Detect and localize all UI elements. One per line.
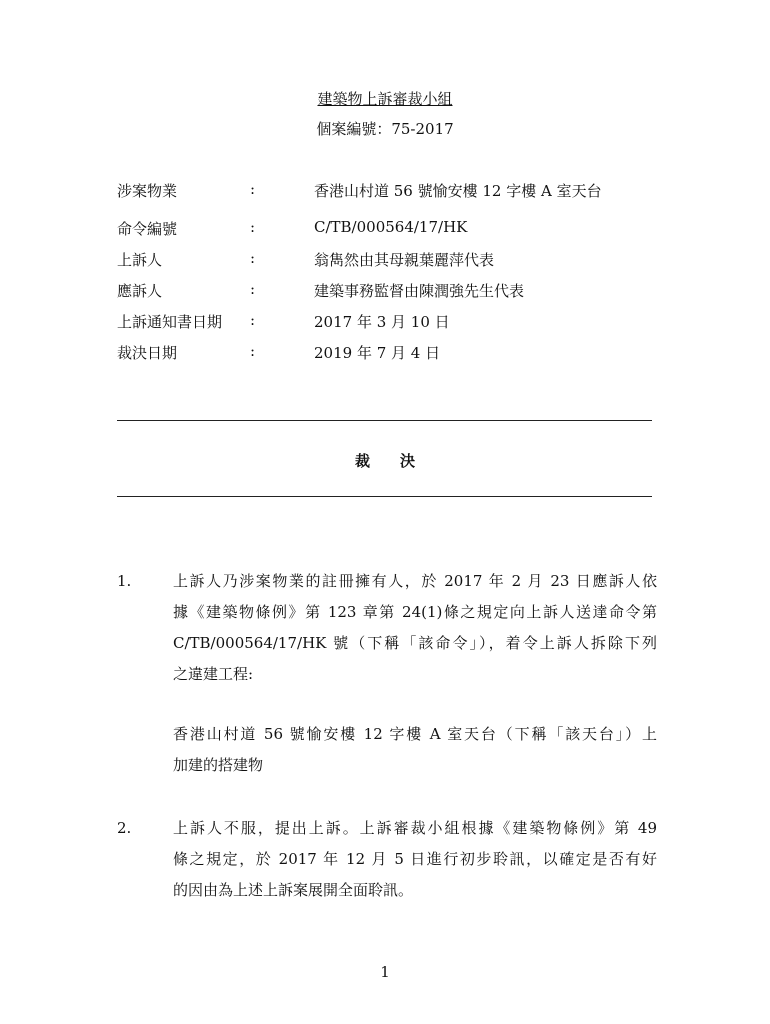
detail-label: 上訴通知書日期: [117, 313, 223, 331]
detail-value: 2019 年 7 月 4 日: [314, 344, 441, 362]
paragraph-line: 的因由為上述上訴案展開全面聆訊。: [173, 881, 414, 899]
detail-label: 上訴人: [117, 251, 163, 269]
detail-label: 命令編號: [117, 220, 178, 238]
detail-colon: :: [250, 180, 256, 198]
decision-heading: 裁決: [354, 452, 445, 470]
detail-colon: :: [250, 342, 256, 360]
paragraph-line: 條之規定，於 2017 年 12 月 5 日進行初步聆訊，以確定是否有好: [173, 850, 657, 868]
detail-label: 裁決日期: [117, 344, 178, 362]
paragraph-line: 上訴人不服，提出上訴。上訴審裁小組根據《建築物條例》第 49: [173, 819, 657, 837]
detail-label: 涉案物業: [117, 182, 178, 200]
detail-colon: :: [250, 218, 256, 236]
paragraph-number: 1.: [117, 572, 132, 590]
paragraph-line: C/TB/000564/17/HK 號（下稱「該命令」），着令上訴人拆除下列: [173, 634, 657, 652]
case-number: 個案編號：75-2017: [316, 120, 454, 138]
divider-bottom: [117, 496, 652, 497]
detail-value: 翁雋然由其母親葉麗萍代表: [314, 251, 495, 269]
paragraph-body: [173, 566, 657, 690]
detail-value: C/TB/000564/17/HK: [314, 218, 468, 236]
detail-colon: :: [250, 311, 256, 329]
detail-value: 香港山村道 56 號愉安樓 12 字樓 A 室天台: [314, 182, 602, 200]
paragraph-body: [173, 813, 657, 906]
paragraph-line: 據《建築物條例》第 123 章第 24(1)條之規定向上訴人送達命令第: [173, 603, 657, 621]
detail-colon: :: [250, 280, 256, 298]
detail-value: 2017 年 3 月 10 日: [314, 313, 450, 331]
detail-value: 建築事務監督由陳潤強先生代表: [314, 282, 525, 300]
detail-label: 應訴人: [117, 282, 163, 300]
tribunal-title-text: 建築物上訴審裁小組: [317, 90, 453, 108]
paragraph-line: 之違建工程:: [173, 665, 254, 683]
tribunal-title: [0, 88, 770, 109]
paragraph-1-quote: [173, 719, 657, 781]
quote-line: 加建的搭建物: [173, 756, 264, 774]
page-number: 1: [380, 963, 390, 981]
divider-top: [117, 420, 652, 421]
quote-line: 香港山村道 56 號愉安樓 12 字樓 A 室天台（下稱「該天台」）上: [173, 725, 657, 743]
paragraph-number: 2.: [117, 819, 132, 837]
paragraph-line: 上訴人乃涉案物業的註冊擁有人，於 2017 年 2 月 23 日應訴人依: [173, 572, 657, 590]
detail-colon: :: [250, 249, 256, 267]
